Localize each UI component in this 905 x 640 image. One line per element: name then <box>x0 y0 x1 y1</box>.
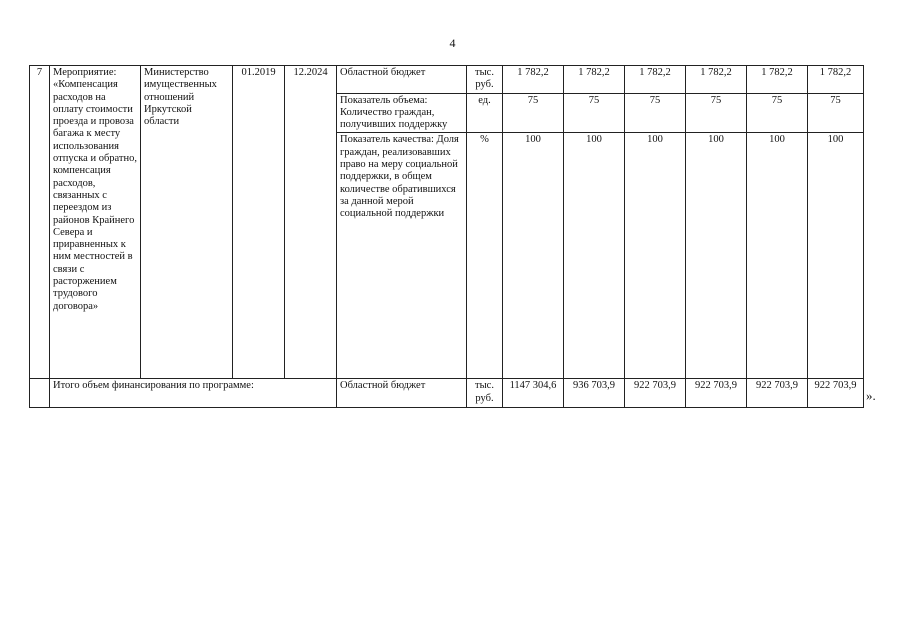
volume-value: 75 <box>503 93 564 133</box>
volume-value: 75 <box>625 93 686 133</box>
end-date: 12.2024 <box>285 66 337 379</box>
event-name: Мероприятие: «Компенсация расходов на оплату стоимости проезда и провоза багажа к месту использования отпуска и обратно, компенсация расходов, связанных с переездом из районов Крайнего Севера и приравненных к ним местностей в связи с расторжением трудового договора» <box>50 66 141 379</box>
volume-value: 75 <box>747 93 808 133</box>
row-number: 7 <box>30 66 50 379</box>
quality-value: 100 <box>503 133 564 379</box>
total-value: 922 703,9 <box>808 379 864 408</box>
volume-value: 75 <box>808 93 864 133</box>
total-value: 936 703,9 <box>564 379 625 408</box>
total-value: 922 703,9 <box>625 379 686 408</box>
funding-value: 1 782,2 <box>625 66 686 94</box>
funding-value: 1 782,2 <box>564 66 625 94</box>
quality-value: 100 <box>625 133 686 379</box>
total-value: 922 703,9 <box>686 379 747 408</box>
volume-value: 75 <box>564 93 625 133</box>
page-number: 4 <box>449 36 456 50</box>
volume-value: 75 <box>686 93 747 133</box>
total-value: 922 703,9 <box>747 379 808 408</box>
total-value: 1147 304,6 <box>503 379 564 408</box>
quality-unit: % <box>467 133 503 379</box>
total-row <box>30 379 864 408</box>
funding-value: 1 782,2 <box>808 66 864 94</box>
closing-quote: ». <box>866 388 876 403</box>
quality-value: 100 <box>747 133 808 379</box>
total-label: Итого объем финансирования по программе: <box>50 379 337 408</box>
funding-value: 1 782,2 <box>747 66 808 94</box>
volume-indicator: Показатель объема: Количество граждан, получивших поддержку <box>337 93 467 133</box>
funding-value: 1 782,2 <box>503 66 564 94</box>
start-date: 01.2019 <box>233 66 285 379</box>
funding-unit: тыс. руб. <box>467 66 503 94</box>
total-blank <box>30 379 50 408</box>
funding-row <box>30 66 864 94</box>
total-unit: тыс. руб. <box>467 379 503 408</box>
program-table <box>29 65 864 408</box>
total-source: Областной бюджет <box>337 379 467 408</box>
quality-value: 100 <box>808 133 864 379</box>
volume-unit: ед. <box>467 93 503 133</box>
funding-source: Областной бюджет <box>337 66 467 94</box>
quality-indicator: Показатель качества: Доля граждан, реализовавших право на меру социальной поддержки, в общем количестве обратившихся за данной мерой социальной поддержки <box>337 133 467 379</box>
quality-value: 100 <box>686 133 747 379</box>
funding-value: 1 782,2 <box>686 66 747 94</box>
quality-value: 100 <box>564 133 625 379</box>
executor: Министерство имущественных отношений Иркутской области <box>141 66 233 379</box>
